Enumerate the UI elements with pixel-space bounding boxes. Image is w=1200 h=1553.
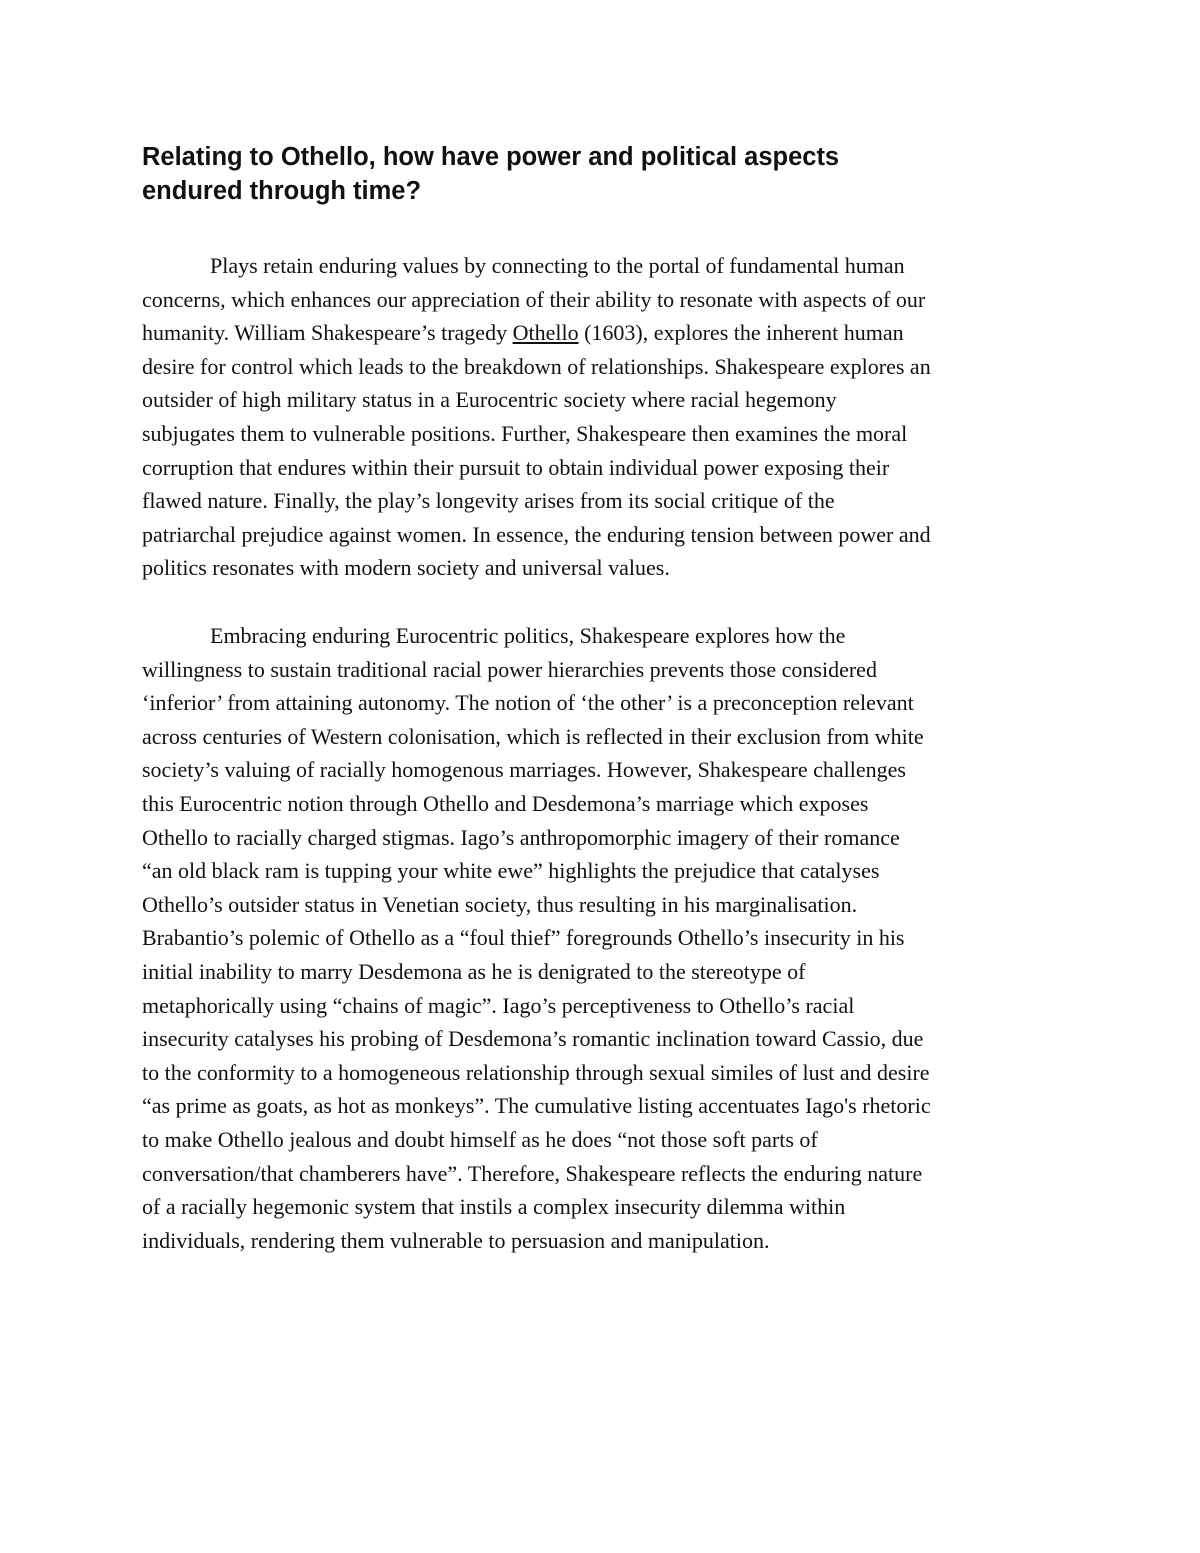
paragraph-line: insecurity catalyses his probing of Desdemona’s romantic inclination toward Cassio, due (142, 1026, 924, 1052)
paragraph-line: corruption that endures within their pursuit to obtain individual power exposing their (142, 454, 890, 480)
paragraph-line: “as prime as goats, as hot as monkeys”. The cumulative listing accentuates Iago's rhetoric (142, 1093, 931, 1119)
paragraph-line: politics resonates with modern society and universal values. (142, 555, 670, 581)
play-title-underlined: Othello (512, 320, 579, 346)
paragraph-line: “an old black ram is tupping your white ewe” highlights the prejudice that catalyses (142, 858, 880, 884)
paragraph-line-end: (1603), explores the inherent human (578, 320, 904, 346)
paragraph-line: outsider of high military status in a Eurocentric society where racial hegemony (142, 387, 837, 413)
paragraph-line: to the conformity to a homogeneous relationship through sexual similes of lust and desire (142, 1059, 930, 1085)
paragraph-line: desire for control which leads to the breakdown of relationships. Shakespeare explores an (142, 353, 931, 379)
paragraph-line (142, 316, 1062, 350)
paragraph-line: Othello to racially charged stigmas. Iago’s anthropomorphic imagery of their romance (142, 824, 900, 850)
paragraph-line: Plays retain enduring values by connecting to the portal of fundamental human (210, 253, 905, 278)
paragraph-line: patriarchal prejudice against women. In essence, the enduring tension between power and (142, 521, 931, 547)
paragraph-line: willingness to sustain traditional racial power hierarchies prevents those considered (142, 656, 877, 682)
essay-title (142, 140, 1072, 208)
paragraph-line: Brabantio’s polemic of Othello as a “foul thief” foregrounds Othello’s insecurity in his (142, 925, 905, 951)
paragraph-line: conversation/that chamberers have”. Therefore, Shakespeare reflects the enduring nature (142, 1160, 923, 1186)
paragraph-line: ‘inferior’ from attaining autonomy. The notion of ‘the other’ is a preconception relevant (142, 690, 914, 716)
paragraph-line: flawed nature. Finally, the play’s longevity arises from its social critique of the (142, 488, 835, 514)
paragraph-line: Embracing enduring Eurocentric politics, Shakespeare explores how the (210, 623, 846, 648)
paragraph-line: concerns, which enhances our appreciation of their ability to resonate with aspects of our (142, 286, 926, 312)
title-line: endured through time? (142, 177, 422, 205)
introduction-paragraph (142, 249, 1062, 585)
paragraph-line: society’s valuing of racially homogenous marriages. However, Shakespeare challenges (142, 757, 906, 783)
paragraph-line: across centuries of Western colonisation, which is reflected in their exclusion from white (142, 723, 924, 749)
paragraph-line: this Eurocentric notion through Othello and Desdemona’s marriage which exposes (142, 790, 869, 816)
paragraph-line: individuals, rendering them vulnerable to persuasion and manipulation. (142, 1227, 770, 1253)
paragraph-line: of a racially hegemonic system that instils a complex insecurity dilemma within (142, 1194, 846, 1220)
title-line: Relating to Othello, how have power and political aspects (142, 143, 840, 171)
body-paragraph (142, 619, 1062, 1257)
paragraph-line: subjugates them to vulnerable positions. Further, Shakespeare then examines the moral (142, 420, 908, 446)
paragraph-line: initial inability to marry Desdemona as he is denigrated to the stereotype of (142, 958, 806, 984)
paragraph-line-start: humanity. William Shakespeare’s tragedy (142, 320, 513, 346)
paragraph-line: to make Othello jealous and doubt himself as he does “not those soft parts of (142, 1126, 818, 1152)
paragraph-line: metaphorically using “chains of magic”. Iago’s perceptiveness to Othello’s racial (142, 992, 855, 1018)
paragraph-line: Othello’s outsider status in Venetian society, thus resulting in his marginalisation. (142, 891, 858, 917)
